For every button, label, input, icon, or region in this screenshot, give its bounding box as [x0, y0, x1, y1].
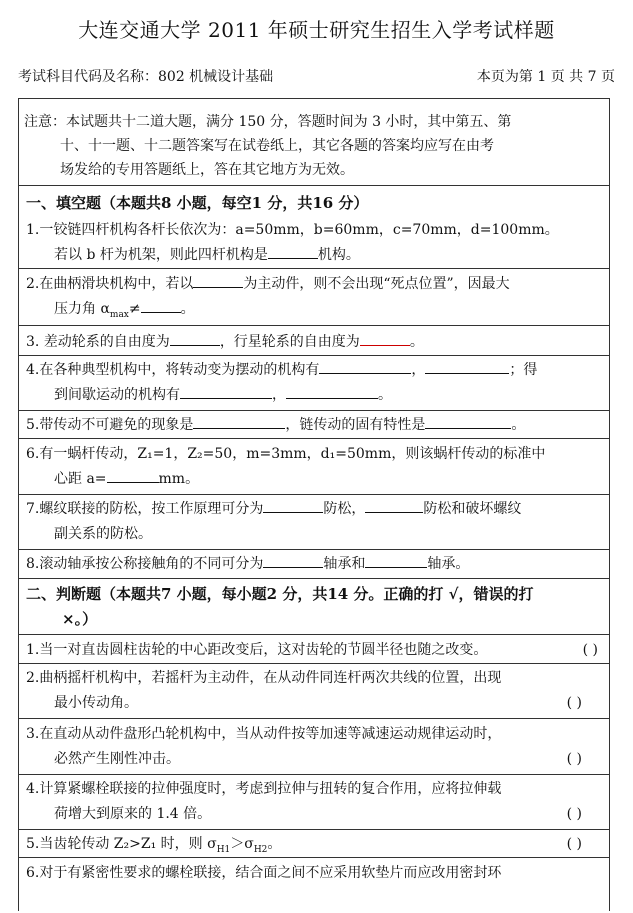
notice-block: [24, 110, 606, 182]
judge-6: [26, 861, 606, 886]
question-5: [26, 413, 606, 438]
question-1: [26, 218, 606, 268]
divider: [19, 325, 609, 326]
question-line: 若以 b 杆为机架，则此四杆机构是 机构。: [26, 243, 606, 268]
subject-code: 考试科目代码及名称：802 机械设计基础: [18, 69, 274, 85]
divider: [19, 268, 609, 269]
judge-2: [26, 666, 606, 716]
divider: [19, 857, 609, 858]
question-line: 8.滚动轴承按公称接触角的不同可分为 轴承和 轴承。: [26, 552, 606, 577]
answer-paren[interactable]: ( ): [566, 695, 582, 711]
answer-blank[interactable]: [170, 331, 220, 346]
notice-line: 场发给的专用答题纸上，答在其它地方为无效。: [60, 162, 354, 178]
section2-heading: 二、判断题（本题共7 小题，每小题2 分，共14 分。正确的打 √，错误的打 ×。）: [26, 585, 534, 628]
question-3: [26, 330, 606, 355]
question-line: 7.螺纹联接的防松，按工作原理可分为 防松， 防松和破坏螺纹: [26, 497, 606, 522]
page-info: 本页为第 1 页 共 7 页: [476, 69, 615, 85]
question-line: 5.带传动不可避免的现象是 ，链传动的固有特性是 。: [26, 413, 606, 438]
question-line: 1.一铰链四杆机构各杆长依次为：a=50mm，b=60mm，c=70mm，d=100mm。: [26, 222, 559, 238]
divider: [19, 718, 609, 719]
question-line: 荷增大到原来的 1.4 倍。 ( ): [26, 802, 606, 827]
judge-4: [26, 777, 606, 827]
answer-blank[interactable]: [107, 468, 159, 483]
question-line: 3.在直动从动件盘形凸轮机构中，当从动件按等加速等减速运动规律运动时，: [26, 726, 502, 742]
answer-paren[interactable]: ( ): [566, 806, 582, 822]
answer-blank[interactable]: [286, 384, 378, 399]
question-line: 到间歇运动的机构有 ， 。: [26, 383, 606, 408]
question-line: 2.曲柄摇杆机构中，若摇杆为主动件，在从动件同连杆两次共线的位置，出现: [26, 670, 502, 686]
divider: [19, 185, 609, 186]
question-7: [26, 497, 606, 547]
question-line: 心距 a= mm。: [26, 467, 606, 492]
answer-paren[interactable]: ( ): [566, 836, 582, 852]
question-line: 6.对于有紧密性要求的螺栓联接，结合面之间不应采用软垫片而应改用密封环: [26, 865, 502, 881]
divider: [19, 410, 609, 411]
section1-heading: 一、填空题（本题共8 小题，每空1 分，共16 分）: [26, 194, 369, 212]
judge-5: [26, 832, 606, 863]
question-line: 3. 差动轮系的自由度为 ，行星轮系的自由度为 。: [26, 330, 606, 355]
divider: [19, 494, 609, 495]
answer-blank[interactable]: [193, 414, 285, 429]
answer-blank[interactable]: [263, 553, 323, 568]
question-2: [26, 272, 606, 328]
divider: [19, 578, 609, 579]
answer-blank[interactable]: [268, 244, 318, 259]
question-6: [26, 442, 606, 492]
divider: [19, 634, 609, 635]
divider: [19, 549, 609, 550]
exam-meta: [18, 66, 615, 86]
answer-blank[interactable]: [360, 331, 410, 346]
question-line: 最小传动角。 ( ): [26, 691, 606, 716]
answer-blank[interactable]: [425, 359, 509, 374]
question-line: 1.当一对直齿圆柱齿轮的中心距改变后，这对齿轮的节圆半径也随之改变。 ( ): [26, 638, 606, 663]
answer-paren[interactable]: ( ): [566, 751, 582, 767]
answer-blank[interactable]: [319, 359, 411, 374]
answer-blank[interactable]: [193, 273, 243, 288]
answer-blank[interactable]: [263, 498, 323, 513]
question-line: 2.在曲柄滑块机构中，若以 为主动件，则不会出现“死点位置”，因最大: [26, 272, 606, 297]
question-line: 4.在各种典型机构中，将转动变为摆动的机构有 ， ；得: [26, 358, 606, 383]
question-line: 4.计算紧螺栓联接的拉伸强度时，考虑到拉伸与扭转的复合作用，应将拉伸载: [26, 781, 502, 797]
answer-blank[interactable]: [425, 414, 511, 429]
question-line: 必然产生刚性冲击。 ( ): [26, 747, 606, 772]
answer-paren[interactable]: ( ): [582, 642, 598, 658]
answer-blank[interactable]: [365, 498, 423, 513]
question-8: [26, 552, 606, 577]
question-line: 压力角 $\alpha_{max}\ne$ 。: [26, 297, 606, 328]
question-line: 6.有一蜗杆传动，Z₁=1，Z₂=50，m=3mm，d₁=50mm，则该蜗杆传动的标准中: [26, 446, 546, 462]
answer-blank[interactable]: [141, 298, 181, 313]
question-4: [26, 358, 606, 408]
divider: [19, 663, 609, 664]
notice-line: 十、十一题、十二题答案写在试卷纸上，其它各题的答案均应写在由考: [60, 138, 494, 154]
notice-line: 注意：本试题共十二道大题，满分 150 分，答题时间为 3 小时，其中第五、第: [24, 114, 512, 130]
judge-1: [26, 638, 606, 663]
answer-blank[interactable]: [180, 384, 272, 399]
exam-title: 大连交通大学 2011 年硕士研究生招生入学考试样题: [78, 18, 555, 42]
question-line: 5.当齿轮传动 Z₂>Z₁ 时，则 $\sigma_{H1}>\sigma_{H2}$。 ( ): [26, 832, 606, 863]
divider: [19, 774, 609, 775]
divider: [19, 355, 609, 356]
divider: [19, 829, 609, 830]
answer-blank[interactable]: [365, 553, 427, 568]
judge-3: [26, 722, 606, 772]
divider: [19, 438, 609, 439]
question-line: 副关系的防松。: [54, 526, 152, 542]
